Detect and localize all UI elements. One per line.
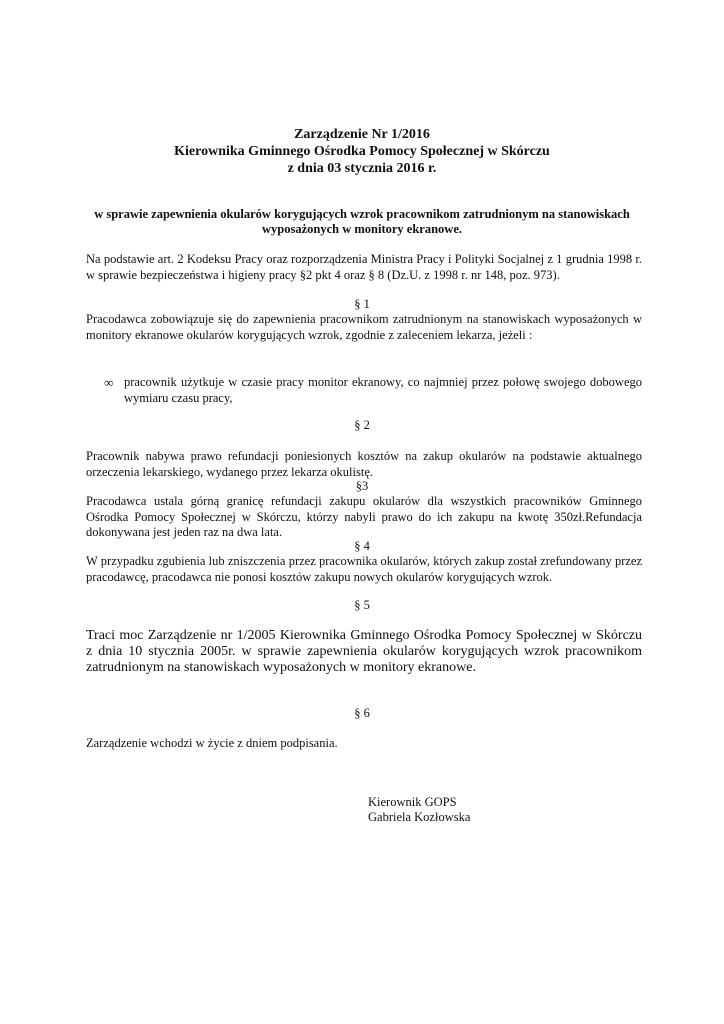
signature-role: Kierownik GOPS [368, 795, 457, 809]
section-1-text: Pracodawca zobowiązuje się do zapewnienia pracownikom zatrudnionym na stanowiskach wyposażonych w monitory ekranowe okularów korygujących wzrok, zgodnie z zaleceniem lekarza, jeżeli : [86, 312, 642, 342]
title-line-1: Zarządzenie Nr 1/2016 [294, 127, 430, 142]
bullet-symbol: ∞ [104, 375, 114, 390]
section-5-heading: § 5 [354, 598, 370, 612]
section-5-text: Traci moc Zarządzenie nr 1/2005 Kierownika Gminnego Ośrodka Pomocy Społecznej w Skórczu z dnia 10 stycznia 2005r. w sprawie zapewnienia okularów korygujących wzrok pracownikom zatrudnionym na stanowiskach wyposażonych w monitory ekranowe. [86, 628, 642, 675]
section-3-heading: §3 [355, 479, 369, 493]
title-line-3: z dnia 03 stycznia 2016 r. [287, 161, 437, 176]
section-1-bullet-item: pracownik użytkuje w czasie pracy monitor ekranowy, co najmniej przez połowę swojego dobowego wymiaru czasu pracy, [124, 375, 642, 405]
section-2-text: Pracownik nabywa prawo refundacji poniesionych kosztów na zakup okularów na podstawie aktualnego orzeczenia lekarskiego, wydanego przez lekarza okulistę. [86, 449, 642, 479]
document-subject: w sprawie zapewnienia okularów korygujących wzrok pracownikom zatrudnionym na stanowiskach wyposażonych w monitory ekranowe. [94, 207, 630, 236]
section-1-heading: § 1 [354, 297, 370, 311]
title-line-2: Kierownika Gminnego Ośrodka Pomocy Społecznej w Skórczu [174, 144, 550, 159]
section-3-text: Pracodawca ustala górną granicę refundacji zakupu okularów dla wszystkich pracowników Gminnego Ośrodka Pomocy Społecznej w Skórczu, którzy nabyli prawo do ich zakupu na kwotę 350zł.Refundacja dokonywana jest jeden raz na dwa lata. [86, 494, 642, 539]
signature-name: Gabriela Kozłowska [368, 810, 471, 824]
section-4-heading: § 4 [354, 539, 370, 553]
section-6-heading: § 6 [354, 706, 370, 720]
legal-basis-paragraph: Na podstawie art. 2 Kodeksu Pracy oraz rozporządzenia Ministra Pracy i Polityki Socjalnej z 1 grudnia 1998 r. w sprawie bezpieczeństwa i higieny pracy §2 pkt 4 oraz § 8 (Dz.U. z 1998 r. nr 148, poz. 973). [86, 252, 642, 282]
section-2-heading: § 2 [354, 418, 370, 432]
section-4-text: W przypadku zgubienia lub zniszczenia przez pracownika okularów, których zakup został zrefundowany przez pracodawcę, pracodawca nie ponosi kosztów zakupu nowych okularów korygujących wzrok. [86, 554, 642, 584]
section-6-text: Zarządzenie wchodzi w życie z dniem podpisania. [86, 736, 338, 750]
document-title [0, 126, 724, 177]
